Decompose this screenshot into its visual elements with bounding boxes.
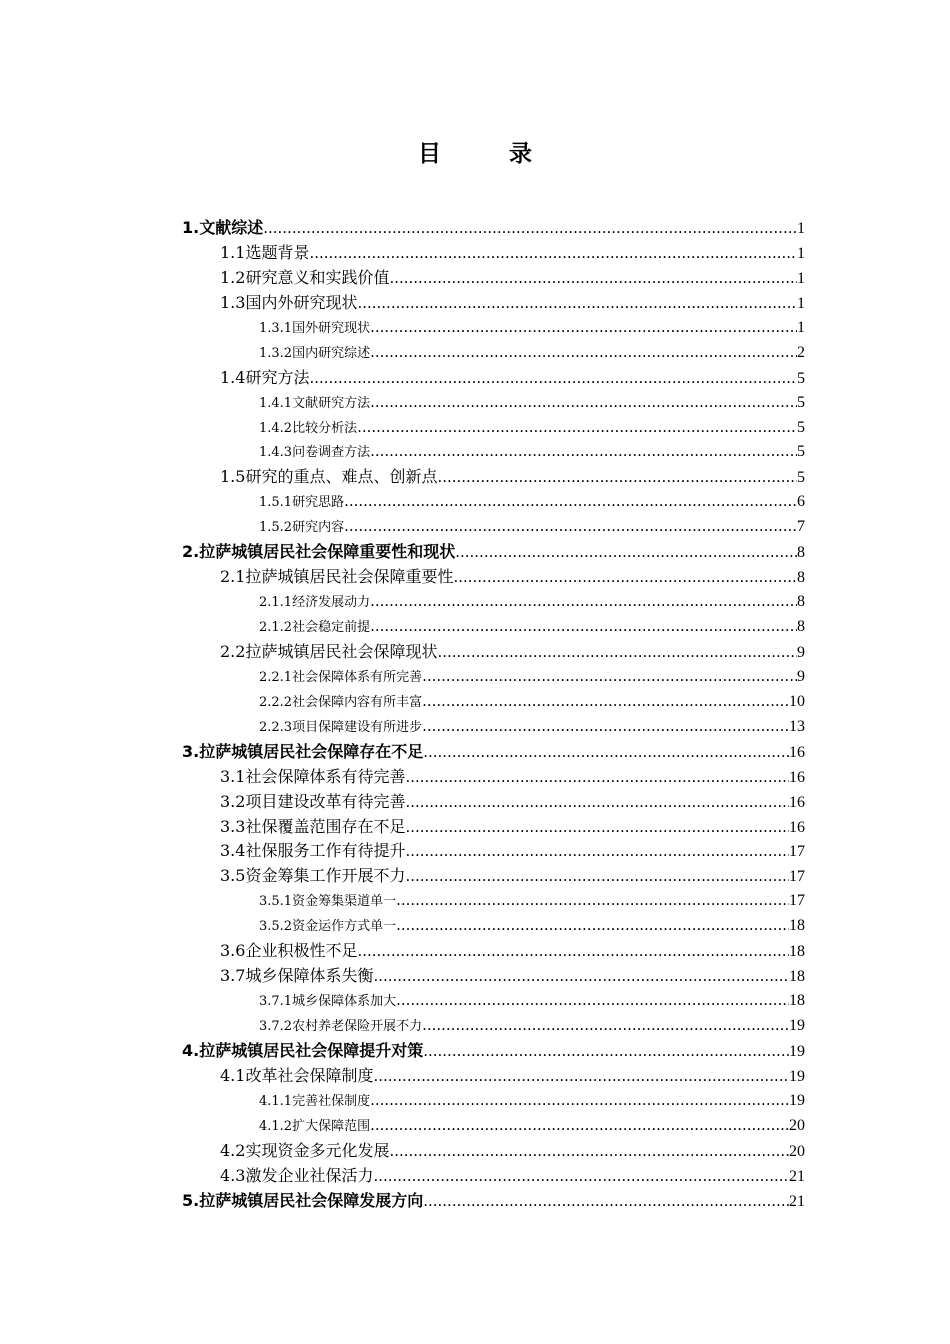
toc-dot-leader — [405, 864, 789, 888]
toc-dot-leader — [370, 1113, 789, 1138]
toc-entry-label: 3.5.2资金运作方式单一 — [259, 919, 397, 935]
toc-entry-level-3[interactable] — [182, 514, 805, 539]
toc-entry-level-2[interactable] — [182, 290, 805, 315]
toc-dot-leader — [422, 1013, 789, 1038]
toc-entry-page-number: 9 — [797, 643, 805, 661]
toc-entry-label: 4.1.2扩大保障范围 — [259, 1118, 371, 1134]
toc-dot-leader — [370, 1088, 789, 1113]
toc-entry-label: 2.1.2社会稳定前提 — [259, 620, 371, 635]
toc-entry-level-3[interactable] — [182, 664, 805, 689]
toc-entry-level-3[interactable] — [182, 714, 805, 739]
toc-dot-leader — [373, 1164, 789, 1188]
toc-entry-label: 2.2.1社会保障体系有所完善 — [259, 669, 423, 685]
toc-dot-leader — [455, 540, 797, 564]
toc-entry-page-number: 1 — [797, 269, 805, 287]
toc-entry-page-number: 6 — [797, 493, 805, 511]
toc-dot-leader — [422, 714, 789, 739]
toc-entry-page-number: 18 — [789, 968, 805, 986]
toc-entry-page-number: 19 — [789, 1042, 805, 1060]
toc-entry-label: 4.1改革社会保障制度 — [220, 1065, 374, 1085]
toc-entry-level-3[interactable] — [182, 913, 805, 938]
toc-entry-label: 3.2项目建设改革有待完善 — [220, 791, 406, 811]
toc-entry-label: 4.3激发企业社保活力 — [220, 1165, 374, 1185]
toc-entry-page-number: 13 — [789, 717, 805, 735]
toc-entry-label: 3.6企业积极性不足 — [220, 941, 358, 961]
toc-entry-level-3[interactable] — [182, 315, 805, 340]
toc-entry-label: 1.4研究方法 — [220, 367, 310, 387]
toc-entry-label: 4.拉萨城镇居民社会保障提升对策 — [182, 1040, 424, 1060]
toc-entry-page-number: 8 — [797, 618, 805, 635]
toc-dot-leader — [437, 465, 797, 489]
toc-entry-page-number: 16 — [789, 768, 805, 786]
toc-entry-label: 3.7.1城乡保障体系加大 — [259, 994, 397, 1010]
toc-entry-level-2[interactable] — [182, 938, 805, 963]
toc-entry-page-number: 5 — [797, 418, 805, 436]
toc-entry-label: 2.1.1经济发展动力 — [259, 595, 371, 611]
toc-dot-leader — [370, 340, 797, 365]
toc-dot-leader — [373, 964, 789, 988]
toc-dot-leader — [370, 614, 797, 639]
toc-dot-leader — [309, 241, 797, 265]
toc-dot-leader — [344, 514, 797, 539]
toc-entry-label: 1.3.2国内研究综述 — [259, 345, 371, 361]
toc-dot-leader — [344, 489, 797, 514]
toc-entry-page-number: 5 — [797, 393, 805, 411]
toc-entry-page-number: 8 — [797, 544, 805, 562]
toc-entry-level-1[interactable] — [182, 539, 805, 564]
toc-entry-level-2[interactable] — [182, 963, 805, 988]
toc-entry-page-number: 16 — [789, 743, 805, 761]
toc-entry-page-number: 16 — [789, 793, 805, 811]
toc-entry-level-2[interactable] — [182, 564, 805, 589]
toc-dot-leader — [357, 939, 789, 963]
toc-entry-page-number: 7 — [797, 518, 805, 536]
page-title: 目 录 — [417, 141, 562, 167]
toc-dot-leader — [422, 689, 789, 714]
toc-entry-level-1[interactable] — [182, 1188, 805, 1213]
toc-entry-label: 1.3.1国外研究现状 — [259, 320, 371, 336]
toc-entry-label: 2.2.3项目保障建设有所进步 — [259, 719, 423, 735]
toc-entry-page-number: 17 — [789, 843, 805, 861]
toc-entry-page-number: 2 — [797, 343, 805, 361]
toc-entry-label: 1.5.2研究内容 — [259, 520, 345, 536]
toc-entry-page-number: 9 — [797, 667, 805, 685]
toc-entry-label: 1.5.1研究思路 — [259, 495, 345, 511]
toc-entry-label: 3.拉萨城镇居民社会保障存在不足 — [182, 741, 424, 761]
toc-dot-leader — [405, 815, 789, 839]
toc-entry-label: 5.拉萨城镇居民社会保障发展方向 — [182, 1190, 424, 1210]
toc-dot-leader — [423, 740, 789, 764]
toc-entry-page-number: 21 — [789, 1192, 805, 1210]
toc-entry-page-number: 1 — [797, 318, 805, 336]
toc-dot-leader — [453, 565, 797, 589]
toc-entry-level-2[interactable] — [182, 365, 805, 390]
toc-entry-page-number: 5 — [797, 469, 805, 487]
toc-entry-label: 2.2.2社会保障内容有所丰富 — [259, 694, 423, 710]
toc-dot-leader — [370, 589, 797, 614]
toc-entry-label: 2.1拉萨城镇居民社会保障重要性 — [220, 567, 454, 587]
toc-entry-level-3[interactable] — [182, 1113, 805, 1138]
toc-dot-leader — [370, 315, 797, 340]
toc-dot-leader — [263, 216, 797, 240]
toc-dot-leader — [357, 415, 797, 440]
toc-entry-level-2[interactable] — [182, 838, 805, 863]
toc-dot-leader — [389, 266, 797, 290]
toc-entry-page-number: 1 — [797, 244, 805, 262]
toc-entry-page-number: 19 — [789, 1091, 805, 1109]
toc-entry-page-number: 1 — [797, 220, 805, 237]
toc-entry-label: 3.7.2农村养老保险开展不力 — [259, 1019, 423, 1034]
toc-entry-label: 3.1社会保障体系有待完善 — [220, 766, 406, 786]
toc-entry-level-3[interactable] — [182, 390, 805, 415]
toc-entry-label: 1.1选题背景 — [220, 242, 310, 262]
toc-entry-page-number: 19 — [789, 1017, 805, 1034]
toc-entry-label: 4.2实现资金多元化发展 — [220, 1140, 390, 1160]
toc-entry-level-3[interactable] — [182, 489, 805, 514]
toc-entry-page-number: 16 — [789, 818, 805, 836]
toc-entry-level-2[interactable] — [182, 464, 805, 489]
toc-entry-page-number: 20 — [789, 1142, 805, 1160]
toc-dot-leader — [423, 1039, 789, 1063]
toc-entry-level-1[interactable] — [182, 215, 805, 240]
toc-dot-leader — [405, 790, 789, 814]
toc-entry-label: 1.文献综述 — [182, 218, 264, 237]
toc-entry-label: 3.5.1资金筹集渠道单一 — [259, 894, 397, 910]
toc-entry-page-number: 8 — [797, 593, 805, 611]
table-of-contents — [182, 215, 805, 1213]
toc-entry-label: 3.7城乡保障体系失衡 — [220, 966, 374, 986]
toc-entry-level-2[interactable] — [182, 764, 805, 789]
toc-entry-level-3[interactable] — [182, 589, 805, 614]
toc-entry-page-number: 19 — [789, 1067, 805, 1085]
toc-entry-level-2[interactable] — [182, 789, 805, 814]
toc-entry-label: 4.1.1完善社保制度 — [259, 1093, 371, 1109]
toc-dot-leader — [370, 390, 797, 415]
toc-entry-page-number: 1 — [797, 294, 805, 312]
toc-entry-level-3[interactable] — [182, 439, 805, 464]
toc-entry-label: 1.5研究的重点、难点、创新点 — [220, 467, 438, 487]
toc-entry-level-3[interactable] — [182, 415, 805, 440]
toc-entry-page-number: 18 — [789, 992, 805, 1010]
toc-dot-leader — [357, 291, 797, 315]
toc-dot-leader — [422, 664, 797, 689]
toc-entry-page-number: 17 — [789, 868, 805, 886]
toc-dot-leader — [309, 366, 797, 390]
toc-entry-level-2[interactable] — [182, 814, 805, 839]
toc-entry-page-number: 21 — [789, 1167, 805, 1185]
toc-entry-page-number: 5 — [797, 443, 805, 461]
toc-entry-level-2[interactable] — [182, 1138, 805, 1163]
toc-entry-level-3[interactable] — [182, 988, 805, 1013]
toc-entry-page-number: 18 — [789, 917, 805, 935]
toc-dot-leader — [396, 988, 789, 1013]
toc-entry-label: 1.4.1文献研究方法 — [259, 395, 371, 411]
toc-dot-leader — [370, 439, 797, 464]
toc-entry-label: 2.2拉萨城镇居民社会保障现状 — [220, 641, 438, 661]
toc-dot-leader — [405, 839, 789, 863]
toc-entry-label: 1.4.2比较分析法 — [259, 420, 358, 436]
toc-dot-leader — [437, 640, 797, 664]
toc-dot-leader — [373, 1064, 789, 1088]
toc-dot-leader — [405, 765, 789, 789]
toc-entry-page-number: 10 — [789, 692, 805, 710]
toc-entry-level-2[interactable] — [182, 240, 805, 265]
toc-entry-level-3[interactable] — [182, 1013, 805, 1038]
toc-entry-level-2[interactable] — [182, 1063, 805, 1088]
toc-entry-level-3[interactable] — [182, 614, 805, 639]
toc-dot-leader — [389, 1139, 789, 1163]
toc-entry-label: 3.4社保服务工作有待提升 — [220, 841, 406, 861]
toc-entry-page-number: 17 — [789, 892, 805, 910]
toc-entry-page-number: 20 — [789, 1116, 805, 1134]
toc-entry-page-number: 18 — [789, 943, 805, 961]
toc-dot-leader — [423, 1189, 789, 1213]
toc-entry-label: 3.3社保覆盖范围存在不足 — [220, 816, 406, 836]
toc-entry-level-3[interactable] — [182, 340, 805, 365]
toc-entry-label: 1.2研究意义和实践价值 — [220, 267, 390, 287]
toc-entry-level-3[interactable] — [182, 689, 805, 714]
toc-dot-leader — [396, 913, 789, 938]
toc-entry-label: 3.5资金筹集工作开展不力 — [220, 866, 406, 886]
toc-entry-level-2[interactable] — [182, 639, 805, 664]
toc-entry-label: 2.拉萨城镇居民社会保障重要性和现状 — [182, 542, 456, 562]
toc-entry-level-2[interactable] — [182, 265, 805, 290]
toc-entry-level-2[interactable] — [182, 863, 805, 888]
toc-entry-level-3[interactable] — [182, 888, 805, 913]
toc-dot-leader — [396, 888, 789, 913]
toc-entry-label: 1.4.3问卷调查方法 — [259, 445, 371, 461]
toc-entry-page-number: 5 — [797, 369, 805, 387]
toc-entry-level-1[interactable] — [182, 739, 805, 764]
toc-entry-label: 1.3国内外研究现状 — [220, 292, 358, 312]
toc-entry-page-number: 8 — [797, 569, 805, 587]
toc-entry-level-2[interactable] — [182, 1163, 805, 1188]
toc-entry-level-3[interactable] — [182, 1088, 805, 1113]
toc-entry-level-1[interactable] — [182, 1038, 805, 1063]
